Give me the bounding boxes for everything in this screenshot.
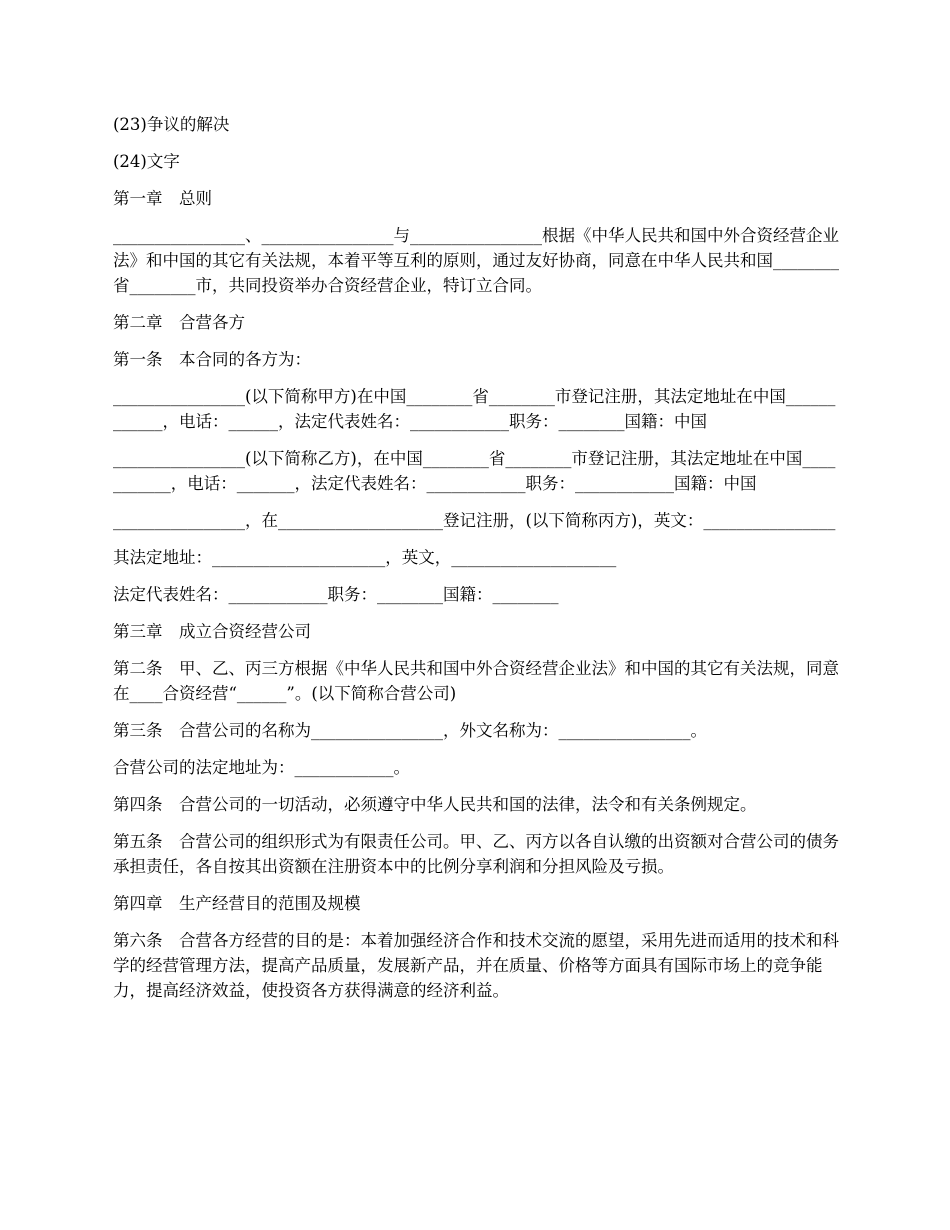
document-body bbox=[113, 112, 843, 1015]
article-3: 第三条 合营公司的名称为________________，外文名称为：________________。 bbox=[113, 721, 707, 740]
party-c-address: 其法定地址：_____________________，英文，____________________ bbox=[113, 548, 617, 567]
article-6: 第六条 合营各方经营的目的是：本着加强经济合作和技术交流的愿望，采用先进而适用的技术和科学的经营管理方法，提高产品质量，发展新产品，并在质量、价格等方面具有国际市场上的竞争能力，提高经济效益，使投资各方获得满意的经济利益。 bbox=[113, 931, 839, 1000]
party-c-paragraph: ________________，在____________________登记注册，(以下简称丙方)，英文：________________ bbox=[113, 511, 836, 530]
preamble-paragraph: ________________、________________与________________根据《中华人民共和国中外合资经营企业法》和中国的其它有关法规，本着平等互利的原则，通过友好协商，同意在中华人民共和国________省________市，共同投资举办合资经营企业，特订立合同。 bbox=[113, 226, 839, 295]
list-item-24: (24)文字 bbox=[113, 152, 180, 171]
article-5: 第五条 合营公司的组织形式为有限责任公司。甲、乙、丙方以各自认缴的出资额对合营公司的债务承担责任，各自按其出资额在注册资本中的比例分享利润和分担风险及亏损。 bbox=[113, 832, 839, 876]
chapter-1-heading: 第一章 总则 bbox=[113, 189, 212, 208]
party-c-representative: 法定代表姓名：____________职务：________国籍：________ bbox=[113, 585, 559, 604]
list-item-23: (23)争议的解决 bbox=[113, 115, 230, 134]
article-4: 第四条 合营公司的一切活动，必须遵守中华人民共和国的法律，法令和有关条例规定。 bbox=[113, 795, 757, 814]
chapter-4-heading: 第四章 生产经营目的范围及规模 bbox=[113, 894, 361, 913]
chapter-2-heading: 第二章 合营各方 bbox=[113, 313, 245, 332]
chapter-3-heading: 第三章 成立合资经营公司 bbox=[113, 622, 311, 641]
article-1: 第一条 本合同的各方为： bbox=[113, 350, 311, 369]
company-address: 合营公司的法定地址为：____________。 bbox=[113, 758, 410, 777]
article-2: 第二条 甲、乙、丙三方根据《中华人民共和国中外合资经营企业法》和中国的其它有关法规，同意在____合资经营“______”。(以下简称合营公司) bbox=[113, 659, 839, 703]
party-b-paragraph: ________________(以下简称乙方)，在中国________省________市登记注册，其法定地址在中国___________，电话：_______，法定代表姓名：____________职务：____________国籍：中国 bbox=[113, 449, 836, 493]
party-a-paragraph: ________________(以下简称甲方)在中国________省________市登记注册，其法定地址在中国____________，电话：______，法定代表姓名：____________职务：________国籍：中国 bbox=[113, 387, 836, 431]
